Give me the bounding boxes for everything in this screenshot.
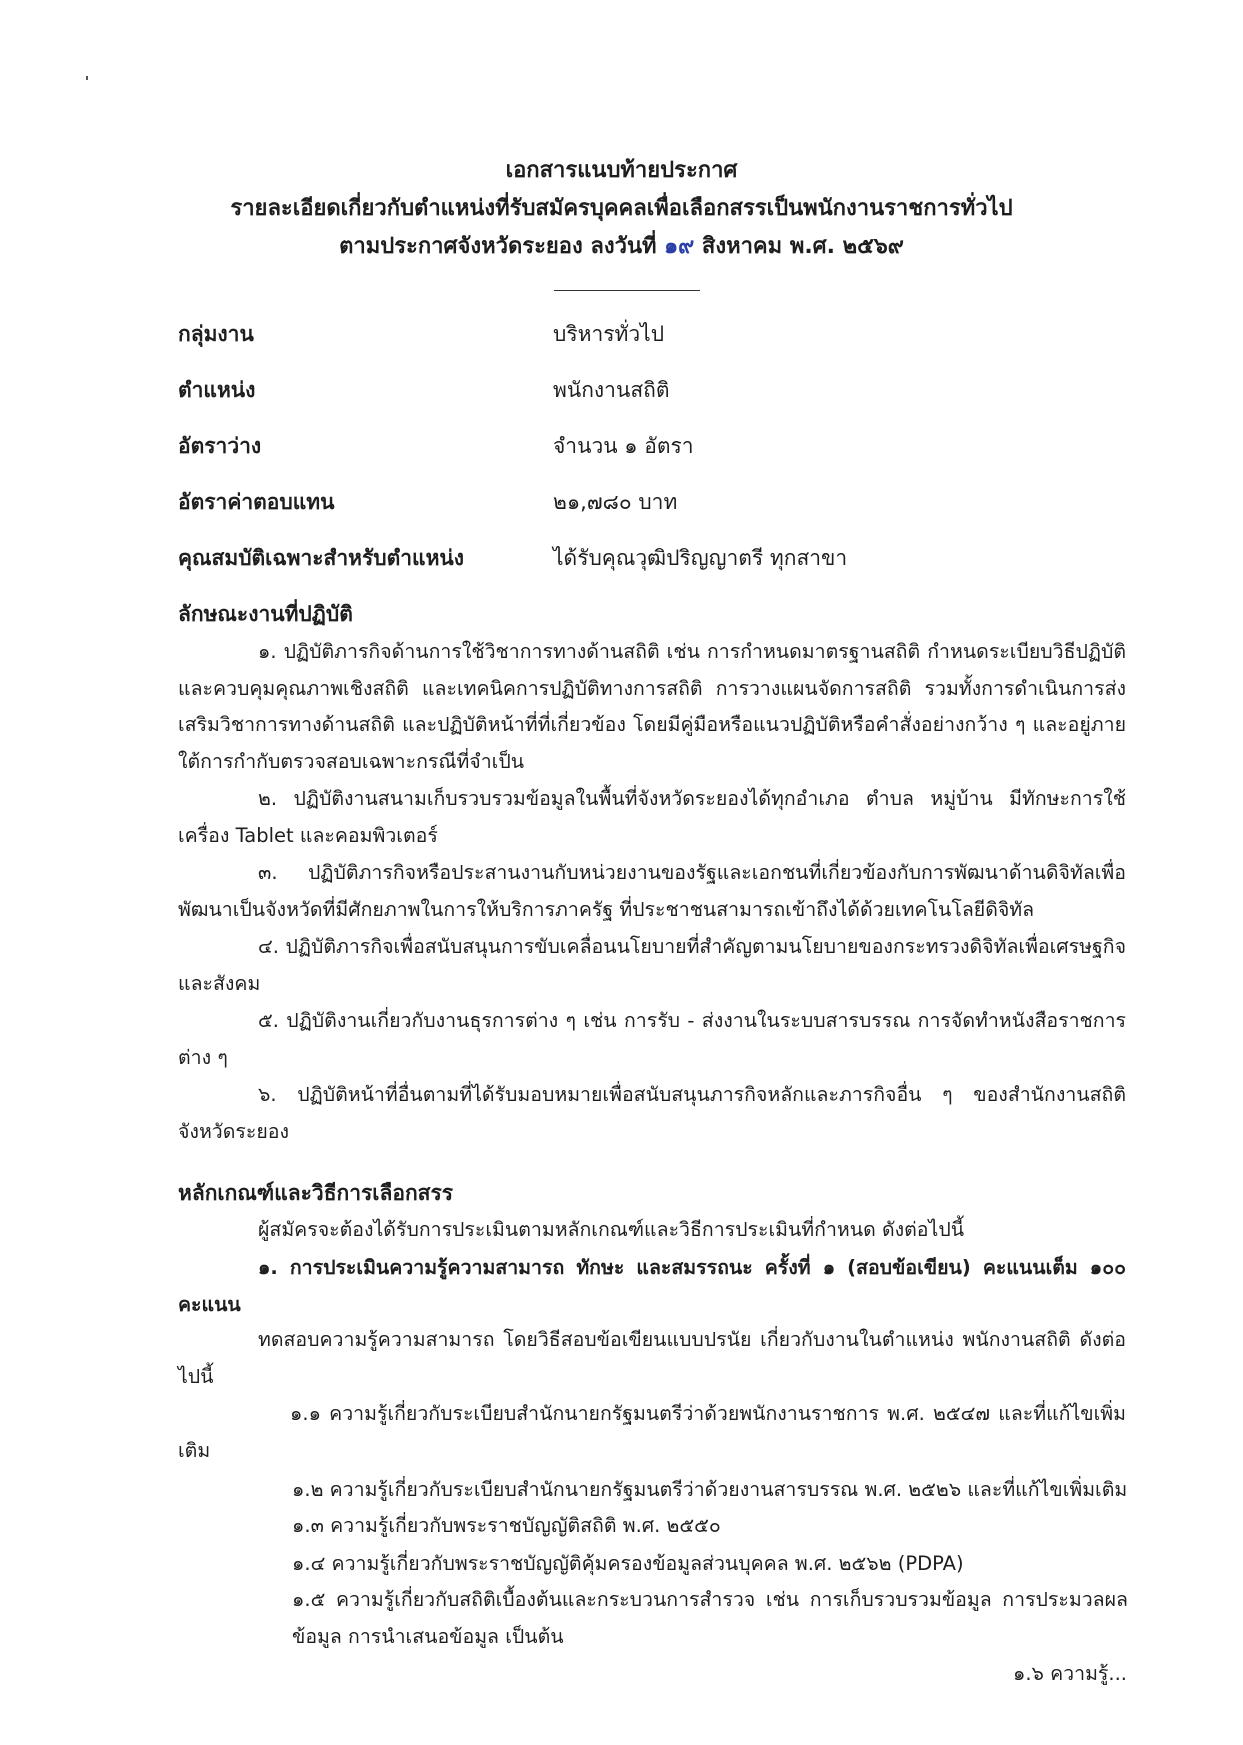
header-divider (554, 290, 700, 291)
criteria-part1-description (178, 1322, 1126, 1395)
field-label-salary: อัตราค่าตอบแทน (178, 490, 335, 514)
duty-item-1-text: ๑. ปฏิบัติภารกิจด้านการใช้วิชาการทางด้านสถิติ เช่น การกำหนดมาตรฐานสถิติ กำหนดระเบียบวิธีปฏิบัติและควบคุมคุณภาพเชิงสถิติ และเทคนิคการปฏิบัติทางการสถิติ การวางแผนจัดการสถิติ รวมทั้งการดำเนินการส่งเสริมวิชาการทางด้านสถิติ และปฏิบัติหน้าที่ที่เกี่ยวข้อง โดยมีคู่มือหรือแนวปฏิบัติหรือคำสั่งอย่างกว้าง ๆ และอยู่ภายใต้การกำกับตรวจสอบเฉพาะกรณีที่จำเป็น (178, 640, 1126, 773)
duty-item-2 (178, 781, 1126, 854)
header-announcement-line (0, 228, 1243, 266)
field-value-vacancy: จำนวน ๑ อัตรา (553, 434, 694, 458)
duty-item-6-text: ๖. ปฏิบัติหน้าที่อื่นตามที่ได้รับมอบหมายเพื่อสนับสนุนภารกิจหลักและภารกิจอื่น ๆ ของสำนักงานสถิติจังหวัดระยอง (178, 1083, 1126, 1143)
criteria-sub-1 (178, 1396, 1126, 1469)
criteria-sub-1-text: ๑.๑ ความรู้เกี่ยวกับระเบียบสำนักนายกรัฐมนตรีว่าด้วยพนักงานราชการ พ.ศ. ๒๕๔๗ และที่แก้ไขเพิ่มเติม (178, 1402, 1126, 1462)
header-line3-suffix: สิงหาคม พ.ศ. ๒๕๖๙ (694, 234, 904, 259)
duty-item-2-text: ๒. ปฏิบัติงานสนามเก็บรวบรวมข้อมูลในพื้นที่จังหวัดระยองได้ทุกอำเภอ ตำบล หมู่บ้าน มีทักษะการใช้เครื่อง Tablet และคอมพิวเตอร์ (178, 787, 1126, 847)
criteria-title: หลักเกณฑ์และวิธีการเลือกสรร (178, 1181, 454, 1205)
header-title: เอกสารแนบท้ายประกาศ (505, 158, 738, 183)
field-label-position: ตำแหน่ง (178, 378, 256, 402)
duty-item-3-text: ๓. ปฏิบัติภารกิจหรือประสานงานกับหน่วยงานของรัฐและเอกชนที่เกี่ยวข้องกับการพัฒนาด้านดิจิทัลเพื่อพัฒนาเป็นจังหวัดที่มีศักยภาพในการให้บริการภาครัฐ ที่ประชาชนสามารถเข้าถึงได้ด้วยเทคโนโลยีดิจิทัล (178, 861, 1126, 921)
criteria-sub-5: ๑.๕ ความรู้เกี่ยวกับสถิติเบื้องต้นและกระบวนการสำรวจ เช่น การเก็บรวบรวมข้อมูล การประมวลผลข้อมูล การนำเสนอข้อมูล เป็นต้น (292, 1588, 1128, 1648)
field-label-qualification: คุณสมบัติเฉพาะสำหรับตำแหน่ง (178, 546, 465, 570)
field-value-group: บริหารทั่วไป (553, 322, 665, 346)
field-value-qualification: ได้รับคุณวุฒิปริญญาตรี ทุกสาขา (553, 546, 848, 570)
duty-item-5 (178, 1003, 1126, 1076)
criteria-intro: ผู้สมัครจะต้องได้รับการประเมินตามหลักเกณฑ์และวิธีการประเมินที่กำหนด ดังต่อไปนี้ (258, 1218, 965, 1241)
duty-item-3 (178, 855, 1126, 928)
header-day-number: ๑๙ (664, 234, 695, 259)
header-subtitle: รายละเอียดเกี่ยวกับตำแหน่งที่รับสมัครบุคคลเพื่อเลือกสรรเป็นพนักงานราชการทั่วไป (230, 196, 1013, 221)
criteria-sub-4: ๑.๔ ความรู้เกี่ยวกับพระราชบัญญัติคุ้มครองข้อมูลส่วนบุคคล พ.ศ. ๒๕๖๒ (PDPA) (292, 1552, 964, 1575)
duty-item-4 (178, 929, 1126, 1002)
header-line3-prefix: ตามประกาศจังหวัดระยอง ลงวันที่ (339, 234, 665, 259)
criteria-part1-title-text: ๑. การประเมินความรู้ความสามารถ ทักษะ และสมรรถนะ ครั้งที่ ๑ (สอบข้อเขียน) คะแนนเต็ม ๑๐๐ คะแนน (178, 1256, 1126, 1316)
criteria-sub-3: ๑.๓ ความรู้เกี่ยวกับพระราชบัญญัติสถิติ พ.ศ. ๒๕๕๐ (292, 1514, 721, 1537)
duties-title: ลักษณะงานที่ปฏิบัติ (178, 602, 353, 626)
duty-item-5-text: ๕. ปฏิบัติงานเกี่ยวกับงานธุรการต่าง ๆ เช่น การรับ - ส่งงานในระบบสารบรรณ การจัดทำหนังสือราชการต่าง ๆ (178, 1009, 1126, 1069)
criteria-part1-description-text: ทดสอบความรู้ความสามารถ โดยวิธีสอบข้อเขียนแบบปรนัย เกี่ยวกับงานในตำแหน่ง พนักงานสถิติ ดังต่อไปนี้ (178, 1328, 1126, 1388)
criteria-sub-2: ๑.๒ ความรู้เกี่ยวกับระเบียบสำนักนายกรัฐมนตรีว่าด้วยงานสารบรรณ พ.ศ. ๒๕๒๖ และที่แก้ไขเพิ่มเติม (292, 1478, 1128, 1501)
duty-item-1 (178, 634, 1126, 780)
continued-marker: ๑.๖ ความรู้... (1012, 1662, 1127, 1685)
field-label-vacancy: อัตราว่าง (178, 434, 262, 458)
criteria-part1-title (178, 1250, 1126, 1323)
field-label-group: กลุ่มงาน (178, 322, 254, 346)
duty-item-6 (178, 1077, 1126, 1150)
scan-speck (86, 76, 88, 80)
duty-item-4-text: ๔. ปฏิบัติภารกิจเพื่อสนับสนุนการขับเคลื่อนนโยบายที่สำคัญตามนโยบายของกระทรวงดิจิทัลเพื่อเศรษฐกิจและสังคม (178, 935, 1126, 995)
field-value-salary: ๒๑,๗๘๐ บาท (553, 490, 678, 514)
field-value-position: พนักงานสถิติ (553, 378, 670, 402)
